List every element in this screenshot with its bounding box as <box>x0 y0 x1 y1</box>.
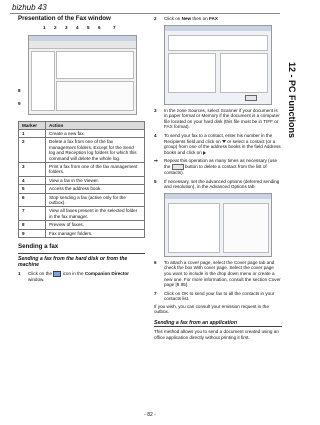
table-row <box>19 163 145 177</box>
action-cell: Fax manager folders. <box>46 229 145 237</box>
step-text: Click on the <box>28 270 53 276</box>
step-7 <box>154 291 282 302</box>
dialog-titlebar <box>165 26 271 31</box>
callout-8: 8 <box>18 88 21 93</box>
step-text: Click on <box>164 16 181 21</box>
address-books-zone <box>220 53 268 93</box>
step-number: 6 <box>154 259 157 265</box>
step-number: 4 <box>154 132 157 138</box>
callout-7: 7 <box>113 24 116 30</box>
screenshot-callouts <box>18 25 145 35</box>
marker-cell: 9 <box>19 229 46 237</box>
step-text: Click on OK to send your fax to all the contacts in your contacts list. <box>164 290 275 302</box>
note-text: Repeat this operation as many times as necessary (use the <box>164 158 278 170</box>
marker-cell: 5 <box>19 185 46 193</box>
cover-page-preview <box>223 203 269 253</box>
step-number: 5 <box>154 178 157 184</box>
table-row <box>19 229 145 237</box>
application-paragraph: This method allows you to send a document created using an office application directly without printing it first. <box>154 329 279 340</box>
step-text: To attach a cover page, select the Cover page tab and check the box With cover page. Select the cover page you want to include in the drop down menu or create a new one. For more information, consult the section Cover page [8 85]. <box>164 259 281 288</box>
table-row <box>19 176 145 184</box>
running-header: bizhub 43 <box>12 3 47 12</box>
table-row <box>19 130 145 138</box>
window-toolbar <box>29 41 136 49</box>
marker-cell: 4 <box>19 176 46 184</box>
recipients-zone <box>168 53 216 93</box>
step-text-bold: Companion Director <box>84 270 129 276</box>
step-text: then on <box>192 16 208 21</box>
marker-cell: 2 <box>19 138 46 163</box>
action-cell: Access the address book. <box>46 185 145 193</box>
step-text-bold: FAX <box>208 16 218 21</box>
step-4 <box>154 133 282 155</box>
cover-page-tab-screenshot <box>164 193 272 257</box>
new-fax-dialog-screenshot <box>164 25 272 105</box>
action-header: Action <box>46 121 145 129</box>
step-text-bold: New <box>181 16 192 21</box>
arrow-down-icon <box>222 140 226 143</box>
step-number: 1 <box>18 270 21 276</box>
action-cell: View all faxes present in the selected folder in the fax manager. <box>46 207 145 221</box>
action-cell: Create a new fax. <box>46 130 145 138</box>
table-row <box>19 207 145 221</box>
step-text: In the zone Sources, select Scanner if your document is in paper format or Memory if the document is a computer file located on your hard disk (this file must be in TIFF or FAX format). <box>164 107 280 130</box>
fax-list <box>56 51 134 79</box>
header-rule <box>10 13 280 14</box>
marker-cell: 7 <box>19 207 46 221</box>
chapter-label: 12 - PC Functions <box>287 61 297 139</box>
callout-2: 2 <box>54 24 57 30</box>
action-cell: Delete a fax from one of the fax management folders. Except for the Send log and Reception log folders for which this command will delete the whole log. <box>46 138 145 163</box>
action-cell: Preview of faxes. <box>46 221 145 229</box>
step-6 <box>154 260 282 288</box>
subsection-title: Sending a fax from the hard disk or from the machine <box>18 255 128 268</box>
sources-zone <box>168 35 268 51</box>
callout-5: 5 <box>87 24 90 30</box>
step-5 <box>154 179 282 190</box>
callout-1: 1 <box>43 24 46 30</box>
fax-folder-tree <box>31 51 55 111</box>
fax-app-icon <box>53 271 61 277</box>
action-cell: Print a fax from one of the fax management folders. <box>46 163 145 177</box>
page-number: - 82 - <box>144 412 156 418</box>
fax-window-screenshot <box>28 35 137 115</box>
cover-page-options <box>168 203 220 253</box>
table-row <box>19 221 145 229</box>
step-number: 7 <box>154 290 157 296</box>
note-text: button to delete a contact from the list of contacts). <box>164 164 267 175</box>
callout-6: 6 <box>98 24 101 30</box>
ok-button-illustration <box>245 95 257 101</box>
right-column <box>154 16 282 340</box>
marker-cell: 8 <box>19 221 46 229</box>
marker-cell: 1 <box>19 130 46 138</box>
table-row <box>19 138 145 163</box>
step-text: If necessary, set the advanced options (deferred sending and resolution), in the Advanced Options tab. <box>164 178 280 190</box>
marker-header: Marker <box>19 121 46 129</box>
note-arrow-icon: ⇒ <box>154 158 158 164</box>
action-cell: View a fax in the Viewer. <box>46 176 145 184</box>
step-number: 2 <box>154 16 157 21</box>
step-4-note <box>154 158 282 175</box>
action-cell: Stop sending a fax (active only for the outbox). <box>46 193 145 207</box>
callout-9: 9 <box>18 101 21 106</box>
step-text: To send your fax to a contact, enter his number in the Recipients field and click on <box>164 132 273 144</box>
callout-3: 3 <box>65 24 68 30</box>
step-2 <box>154 16 282 22</box>
chapter-side-tab <box>285 40 299 160</box>
arrow-right-icon <box>203 151 206 155</box>
table-row <box>19 193 145 207</box>
subsection-title-application: Sending a fax from an application <box>154 320 238 327</box>
left-column <box>18 16 145 282</box>
marker-table <box>18 121 145 239</box>
section-title-sending: Sending a fax <box>18 243 59 251</box>
fax-preview <box>56 81 134 111</box>
marker-cell: 3 <box>19 163 46 177</box>
step-text: icon in the <box>62 270 84 276</box>
step-3 <box>154 108 282 130</box>
section-title-fax-window: Presentation of the Fax window <box>18 15 111 22</box>
callout-4: 4 <box>76 24 79 30</box>
dialog-titlebar <box>165 194 271 199</box>
marker-cell: 6 <box>19 193 46 207</box>
table-row <box>19 185 145 193</box>
step-number: 3 <box>154 107 157 113</box>
section-rule <box>18 253 145 254</box>
after-steps-text: If you wish, you can consult your emission request in the outbox. <box>154 303 269 315</box>
step-1 <box>18 271 145 283</box>
step-text: window. <box>28 276 45 282</box>
section-rule <box>154 326 282 327</box>
step-text: or select a contact (or a group) from one of the address books in the field Address books and click on <box>164 138 281 155</box>
